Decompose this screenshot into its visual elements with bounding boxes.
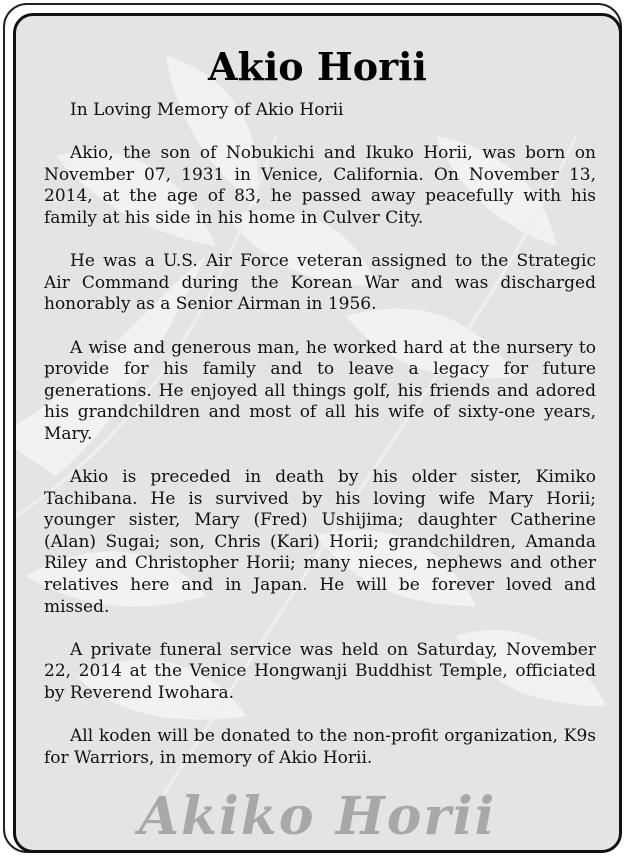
paragraph-family: Akio is preceded in death by his older sister, Kimiko Tachibana. He is survived by his loving wife Mary Horii; younger sister, Mary (Fred) Ushijima; daughter Catherine (Alan) Sugai; son, Chris (Kari) Horii; grandchildren, Amanda Riley and Christopher Horii; many nieces, nephews and other relatives here and in Japan. He will be forever loved and missed.: [44, 467, 596, 617]
obituary-text: [44, 100, 596, 791]
outer-border: [3, 3, 622, 853]
paragraph-birth: Akio, the son of Nobukichi and Ikuko Horii, was born on November 07, 1931 in Venice, California. On November 13, 2014, at the age of 83, he passed away peacefully with his family at his side in his home in Culver City.: [44, 143, 596, 228]
memorial-panel: [13, 13, 622, 853]
paragraph-koden: All koden will be donated to the non-profit organization, K9s for Warriors, in memory of Akio Horii.: [44, 726, 596, 768]
paragraph-character: A wise and generous man, he worked hard at the nursery to provide for his family and to leave a legacy for future generations. He enjoyed all things golf, his friends and adored his grandchildren and most of all his wife of sixty-one years, Mary.: [44, 337, 596, 444]
paragraph-funeral: A private funeral service was held on Saturday, November 22, 2014 at the Venice Hongwanji Buddhist Temple, officiated by Reverend Iwohara.: [44, 639, 596, 704]
paragraph-service: He was a U.S. Air Force veteran assigned to the Strategic Air Command during the Korean War and was discharged honorably as a Senior Airman in 1956.: [44, 251, 596, 315]
page-title: Akio Horii: [208, 44, 427, 89]
opening-line: In Loving Memory of Akio Horii: [70, 100, 344, 120]
signature: Akiko Horii: [138, 786, 497, 847]
